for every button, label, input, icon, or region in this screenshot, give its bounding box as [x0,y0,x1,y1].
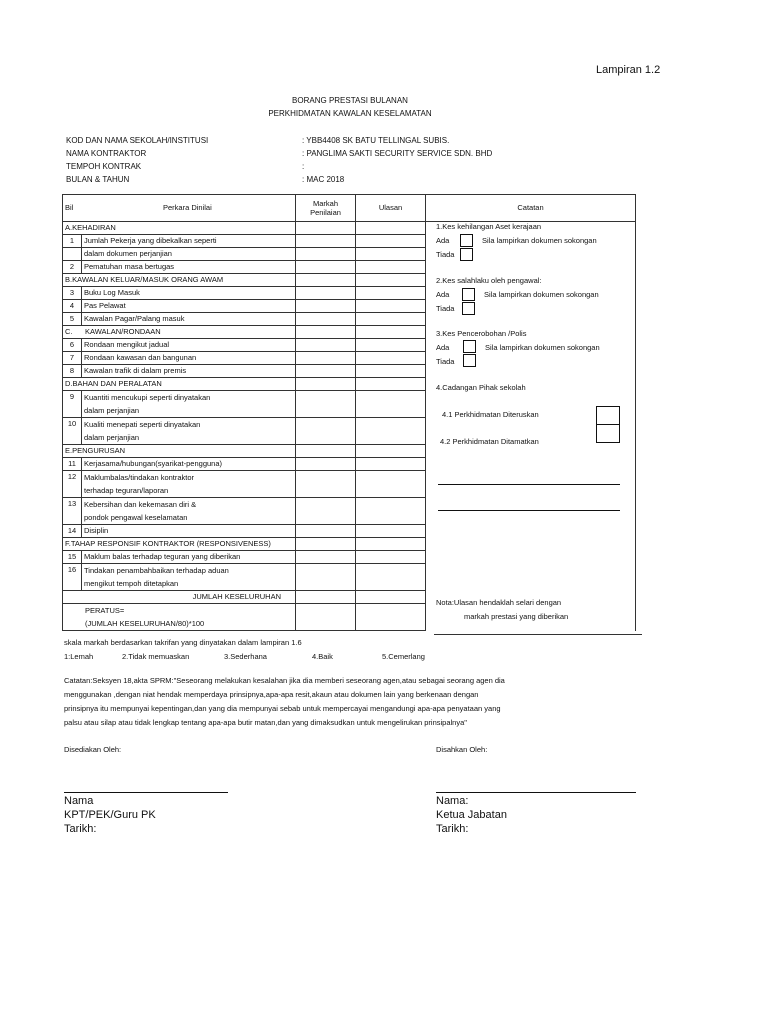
jumlah-label: JUMLAH KESELURUHAN [63,591,296,604]
ulasan-cell[interactable] [356,326,426,339]
section-c [63,326,296,339]
kes3-sila: Sila lampirkan dokumen sokongan [485,343,600,352]
info-label-kod: KOD DAN NAMA SEKOLAH/INSTITUSI [66,136,209,145]
kes1-sila: Sila lampirkan dokumen sokongan [482,236,597,245]
ulasan-cell[interactable] [356,471,426,498]
kes1-tiada: Tiada [436,250,455,259]
item-number: 15 [63,551,82,564]
catatan-line[interactable] [438,484,620,485]
markah-cell[interactable] [296,222,356,235]
item-label-cont: mengikut tempoh ditetapkan [84,579,179,588]
cadangan-42-checkbox[interactable] [596,424,620,443]
peratus-title: PERATUS= [85,606,125,615]
left-signature-line[interactable] [64,792,228,793]
form-subtitle: PERKHIDMATAN KAWALAN KESELAMATAN [268,109,432,118]
item-number: 5 [63,313,82,326]
item-number: 11 [63,458,82,471]
ulasan-cell[interactable] [356,261,426,274]
item-number: 3 [63,287,82,300]
markah-cell[interactable] [296,261,356,274]
cadangan-41: 4.1 Perkhidmatan Diteruskan [442,410,539,419]
item-label: Pematuhan masa bertugas [82,261,296,274]
section-e: E.PENGURUSAN [63,445,296,458]
item-number: 2 [63,261,82,274]
markah-cell[interactable] [296,445,356,458]
markah-cell[interactable] [296,339,356,352]
catatan-column-bottom [434,634,642,635]
peratus-label [63,604,296,631]
item-label: Kerjasama/hubungan(syarikat-pengguna) [82,458,296,471]
left-jawatan: KPT/PEK/Guru PK [64,809,156,821]
peratus-value[interactable] [296,604,356,631]
header-markah [296,195,356,222]
info-label-tempoh: TEMPOH KONTRAK [66,162,142,171]
left-tarikh: Tarikh: [64,823,97,835]
ulasan-cell[interactable] [356,378,426,391]
evaluation-table [62,194,636,631]
item-label-cont: terhadap teguran/laporan [84,486,169,495]
kes3-title: 3.Kes Pencerobohan /Polis [436,329,527,338]
item-label-multiline [82,564,296,591]
item-number: 13 [63,498,82,525]
scale-2: 2.Tidak memuaskan [122,652,190,661]
cadangan-41-checkbox[interactable] [596,406,620,425]
item-label-cont: dalam perjanjian [84,406,140,415]
item-label: Kualiti menepati seperti dinyatakan [84,420,201,429]
item-label: Tindakan penambahbaikan terhadap aduan [84,566,229,575]
kes3-tiada-checkbox[interactable] [463,354,476,367]
catatan-line[interactable] [438,510,620,511]
item-label-cont: dalam perjanjian [84,433,140,442]
cadangan-title: 4.Cadangan Pihak sekolah [436,383,526,392]
kes2-title: 2.Kes salahlaku oleh pengawal: [436,276,542,285]
info-value-kod: : YBB4408 SK BATU TELLINGAL SUBIS. [302,136,450,145]
header-ulasan: Ulasan [356,195,426,222]
markah-cell[interactable] [296,525,356,538]
info-label-kontraktor: NAMA KONTRAKTOR [66,149,147,158]
markah-cell[interactable] [296,458,356,471]
right-nama: Nama: [436,795,469,807]
info-value-bulan: : MAC 2018 [302,175,345,184]
kes2-sila: Sila lampirkan dokumen sokongan [484,290,599,299]
kes2-tiada-checkbox[interactable] [462,302,475,315]
item-label: Kawalan Pagar/Palang masuk [82,313,296,326]
markah-cell[interactable] [296,365,356,378]
header-perkara: Perkara Dinilai [163,203,212,212]
ulasan-cell[interactable] [356,352,426,365]
markah-cell[interactable] [296,471,356,498]
item-number: 12 [63,471,82,498]
ulasan-cell[interactable] [356,538,426,551]
item-label-multiline [82,391,296,418]
kes1-title: 1.Kes kehilangan Aset kerajaan [436,222,542,231]
sprm-line4: palsu atau silap atau tidak lengkap tentang apa-apa butir matan,dan yang dimaksudkan untuk mengelirukan prinsipalnya" [64,718,467,727]
lampiran-label: Lampiran 1.2 [596,64,661,76]
item-label-multiline [82,418,296,445]
markah-cell[interactable] [296,352,356,365]
markah-cell[interactable] [296,418,356,445]
item-number: 9 [63,391,82,418]
item-label: Rondaan kawasan dan bangunan [82,352,296,365]
item-number: 1 [63,235,82,248]
section-c-title: KAWALAN/RONDAAN [85,327,161,336]
header-markah-line2: Penilaian [310,208,341,217]
kes1-tiada-checkbox[interactable] [460,248,473,261]
info-value-kontraktor: : PANGLIMA SAKTI SECURITY SERVICE SDN. BHD [302,149,493,158]
ulasan-cell[interactable] [356,445,426,458]
item-label: Rondaan mengikut jadual [82,339,296,352]
skala-note: skala markah berdasarkan takrifan yang dinyatakan dalam lampiran 1.6 [64,638,302,647]
ulasan-cell[interactable] [356,564,426,591]
jumlah-value[interactable] [296,591,356,604]
ulasan-cell[interactable] [356,274,426,287]
item-label: Kawalan trafik di dalam premis [82,365,296,378]
ulasan-cell[interactable] [356,458,426,471]
scale-3: 3.Sederhana [224,652,267,661]
item-label: Pas Pelawat [82,300,296,313]
item-number: 8 [63,365,82,378]
item-label: Kebersihan dan kekemasan diri & [84,500,197,509]
markah-cell[interactable] [296,274,356,287]
item-number: 10 [63,418,82,445]
item-label: Buku Log Masuk [82,287,296,300]
item-number: 14 [63,525,82,538]
nota-line1: Nota:Ulasan hendaklah selari dengan [436,598,562,607]
item-label-cont: pondok pengawal keselamatan [84,513,188,522]
ulasan-cell[interactable] [356,313,426,326]
header-markah-line1: Markah [312,199,338,208]
ulasan-cell[interactable] [356,604,426,631]
ulasan-cell[interactable] [356,300,426,313]
markah-cell[interactable] [296,391,356,418]
item-label: Maklum balas terhadap teguran yang diberikan [82,551,296,564]
peratus-formula: (JUMLAH KESELURUHAN/80)*100 [85,619,205,628]
section-a: A.KEHADIRAN [63,222,296,235]
kes1-ada: Ada [436,236,450,245]
ulasan-cell[interactable] [356,525,426,538]
cadangan-42: 4.2 Perkhidmatan Ditamatkan [440,437,539,446]
ulasan-cell[interactable] [356,418,426,445]
kes2-ada: Ada [436,290,450,299]
scale-1: 1:Lemah [64,652,94,661]
sprm-line1: Catatan:Seksyen 18,akta SPRM:"Seseorang melakukan kesalahan jika dia memberi seseorang agen,atau sebagai seorang agen dia [64,676,505,685]
item-number: 7 [63,352,82,365]
info-value-tempoh: : [302,162,305,171]
form-title: BORANG PRESTASI BULANAN [292,96,408,105]
kes1-ada-checkbox[interactable] [460,234,473,247]
ulasan-cell[interactable] [356,498,426,525]
disediakan-label: Disediakan Oleh: [64,745,122,754]
sprm-line2: menggunakan ,dengan niat hendak memperdaya prinsipnya,apa-apa resit,akaun atau dokumen lain yang berkenaan dengan [64,690,479,699]
ulasan-cell[interactable] [356,287,426,300]
kes2-ada-checkbox[interactable] [462,288,475,301]
markah-cell[interactable] [296,300,356,313]
markah-cell[interactable] [296,498,356,525]
markah-cell[interactable] [296,313,356,326]
section-f: F.TAHAP RESPONSIF KONTRAKTOR (RESPONSIVENESS) [63,538,296,551]
sprm-line3: prinsipnya itu mempunyai kepentingan,dan yang dia mempunyai sebab untuk mempercayai mengandungi apa-apa penyataan yang [64,704,501,713]
section-d: D.BAHAN DAN PERALATAN [63,378,296,391]
item-label: Disiplin [82,525,296,538]
ulasan-cell[interactable] [356,391,426,418]
markah-cell[interactable] [296,564,356,591]
right-jawatan: Ketua Jabatan [436,809,507,821]
scale-4: 4.Baik [312,652,333,661]
ulasan-cell[interactable] [356,222,426,235]
item-label-multiline [82,471,296,498]
left-nama: Nama [64,795,94,807]
markah-cell[interactable] [296,235,356,248]
item-number: 4 [63,300,82,313]
right-tarikh: Tarikh: [436,823,469,835]
section-b: B.KAWALAN KELUAR/MASUK ORANG AWAM [63,274,296,287]
ulasan-cell[interactable] [356,365,426,378]
info-label-bulan: BULAN & TAHUN [66,175,130,184]
ulasan-cell[interactable] [356,235,426,248]
header-bil: Bil [65,203,74,212]
item-number-cont [63,248,82,261]
item-label: Kuantiti mencukupi seperti dinyatakan [84,393,211,402]
kes3-tiada: Tiada [436,357,455,366]
item-number: 6 [63,339,82,352]
section-c-letter: C. [65,327,73,336]
item-label-cont: dalam dokumen perjanjian [82,248,296,261]
ulasan-cell[interactable] [356,339,426,352]
header-catatan: Catatan [426,195,636,222]
markah-cell[interactable] [296,378,356,391]
nota-line2: markah prestasi yang diberikan [464,612,569,621]
scale-5: 5.Cemerlang [382,652,425,661]
ulasan-cell[interactable] [356,551,426,564]
kes2-tiada: Tiada [436,304,455,313]
markah-cell[interactable] [296,326,356,339]
kes3-ada-checkbox[interactable] [463,340,476,353]
markah-cell[interactable] [296,538,356,551]
kes3-ada: Ada [436,343,450,352]
right-signature-line[interactable] [436,792,636,793]
item-label-multiline [82,498,296,525]
ulasan-cell[interactable] [356,591,426,604]
ulasan-cell[interactable] [356,248,426,261]
disahkan-label: Disahkan Oleh: [436,745,488,754]
item-label: Maklumbalas/tindakan kontraktor [84,473,195,482]
markah-cell[interactable] [296,287,356,300]
markah-cell[interactable] [296,551,356,564]
item-label: Jumlah Pekerja yang dibekalkan seperti [82,235,296,248]
markah-cell[interactable] [296,248,356,261]
item-number: 16 [63,564,82,591]
header-bil-perkara [63,195,296,222]
